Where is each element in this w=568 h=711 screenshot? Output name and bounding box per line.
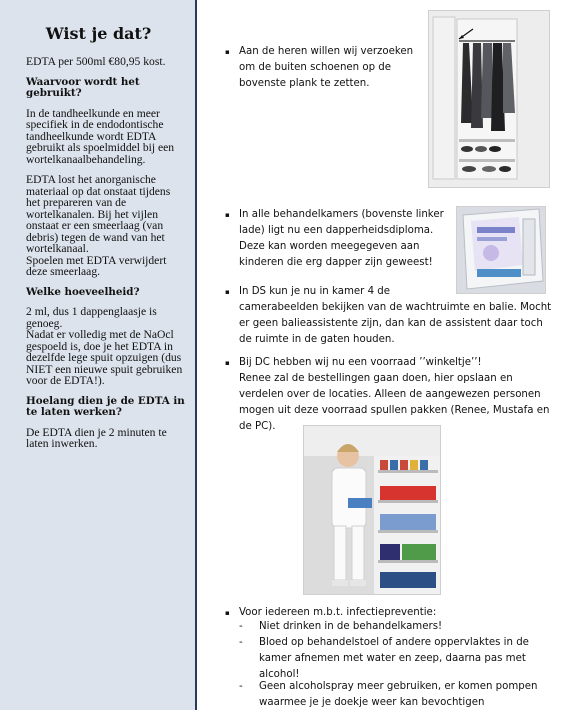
storage-photo [303,425,441,595]
dash-marker: - [239,621,243,632]
bullet-icon: ▪ [225,48,230,56]
camera-line-3: er geen balieassistente zijn, dan kan de assistent daar toch [239,318,543,329]
infection-intro: Voor iedereen m.b.t. infectiepreventie: [239,607,437,618]
alcohol-line-1: Geen alcoholspray meer gebruiken, er komen pompen [259,681,538,692]
camera-line-1: In DS kun je nu in kamer 4 de [239,286,391,297]
sub-item-alcohol-spray [239,679,559,711]
shoes-line-1: Aan de heren willen wij verzoeken [239,46,414,57]
heading-time: Hoelang dien je de EDTA in te laten werken? [26,394,185,418]
blood-line-1: Bloed op behandelstoel of andere oppervlaktes in de [259,637,529,648]
bullet-icon: ▪ [225,609,230,617]
bullet-icon: ▪ [225,359,230,367]
stock-line-1: Bij DC hebben wij nu een voorraad ’’winkeltje’’! [239,357,482,368]
blood-line-3: alcohol! [259,669,300,680]
bullet-icon: ▪ [225,288,230,296]
diploma-line-4: kinderen die erg dapper zijn geweest! [239,257,433,268]
heading-amount: Welke hoeveelheid? [26,285,140,298]
main-content [203,0,568,710]
use-paragraph-3: Spoelen met EDTA verwijdert deze smeerlaag. [26,253,167,278]
sub-item-blood-cleaning [239,635,559,683]
camera-line-4: de ruimte in de gaten houden. [239,334,395,345]
sidebar-content [26,56,186,459]
diploma-line-1: In alle behandelkamers (bovenste linker [239,209,444,220]
diploma-line-3: Deze kan worden meegegeven aan [239,241,420,252]
list-item-infection-prevention [203,605,568,710]
camera-line-2: camerabeelden bekijken van de wachtruimte en balie. Mocht [239,302,552,313]
storage-illustration [304,426,440,594]
price-text: EDTA per 500ml €80,95 kost. [26,55,166,68]
diploma-line-2: lade) ligt nu een dapperheidsdiploma. [239,225,434,236]
shoes-line-2: om de buiten schoenen op de [239,62,392,73]
alcohol-line-2: waarmee je je doekje weer kan bevochtigen [259,697,485,708]
dash-marker: - [239,681,243,692]
stock-line-4: mogen uit deze voorraad spullen pakken (Renee, Mustafa en [239,405,550,416]
amount-paragraph-1: 2 ml, dus 1 dappenglaasje is genoeg. [26,305,157,330]
sidebar-title: Wist je dat? [45,24,152,43]
sidebar-panel [0,0,197,710]
amount-paragraph-2: Nadat er volledig met de NaOcl gespoeld is, doe je het EDTA in dezelfde lege spuit opzuigen (dus NIET een nieuwe spuit gebruiken voor de EDTA!). [26,328,183,387]
drawer-photo [456,206,546,294]
stock-line-3: verdelen over de locaties. Alleen de aangewezen personen [239,389,541,400]
wardrobe-illustration [429,11,549,187]
no-drinking-text: Niet drinken in de behandelkamers! [259,621,443,632]
time-paragraph: De EDTA dien je 2 minuten te laten inwerken. [26,425,167,450]
sub-item-no-drinking [239,619,559,635]
list-item-stock-shop [203,355,568,435]
wardrobe-photo [428,10,550,188]
stock-line-5: de PC). [239,421,276,432]
bullet-icon: ▪ [225,211,230,219]
dash-marker: - [239,637,243,648]
heading-use: Waarvoor wordt het gebruikt? [26,75,140,99]
stock-line-2: Renee zal de bestellingen gaan doen, hier opslaan en [239,373,513,384]
shoes-line-3: bovenste plank te zetten. [239,78,370,89]
blood-line-2: kamer afnemen met water en zeep, daarna pas met [259,653,526,664]
drawer-illustration [457,207,545,293]
list-item-camera [203,284,568,348]
use-paragraph-2: EDTA lost het anorganische materiaal op dat onstaat tijdens het prepareren van de wortelkanalen. Bij het vijlen onstaat er een smeerlaag (van debris) tegen de wand van het wortelkanaal. [26,173,171,255]
use-paragraph-1: In de tandheelkunde en meer specifiek in de endodontische tandheelkunde wordt EDTA gebruikt als spoelmiddel bij een wortelkanaalbehandeling. [26,106,175,166]
